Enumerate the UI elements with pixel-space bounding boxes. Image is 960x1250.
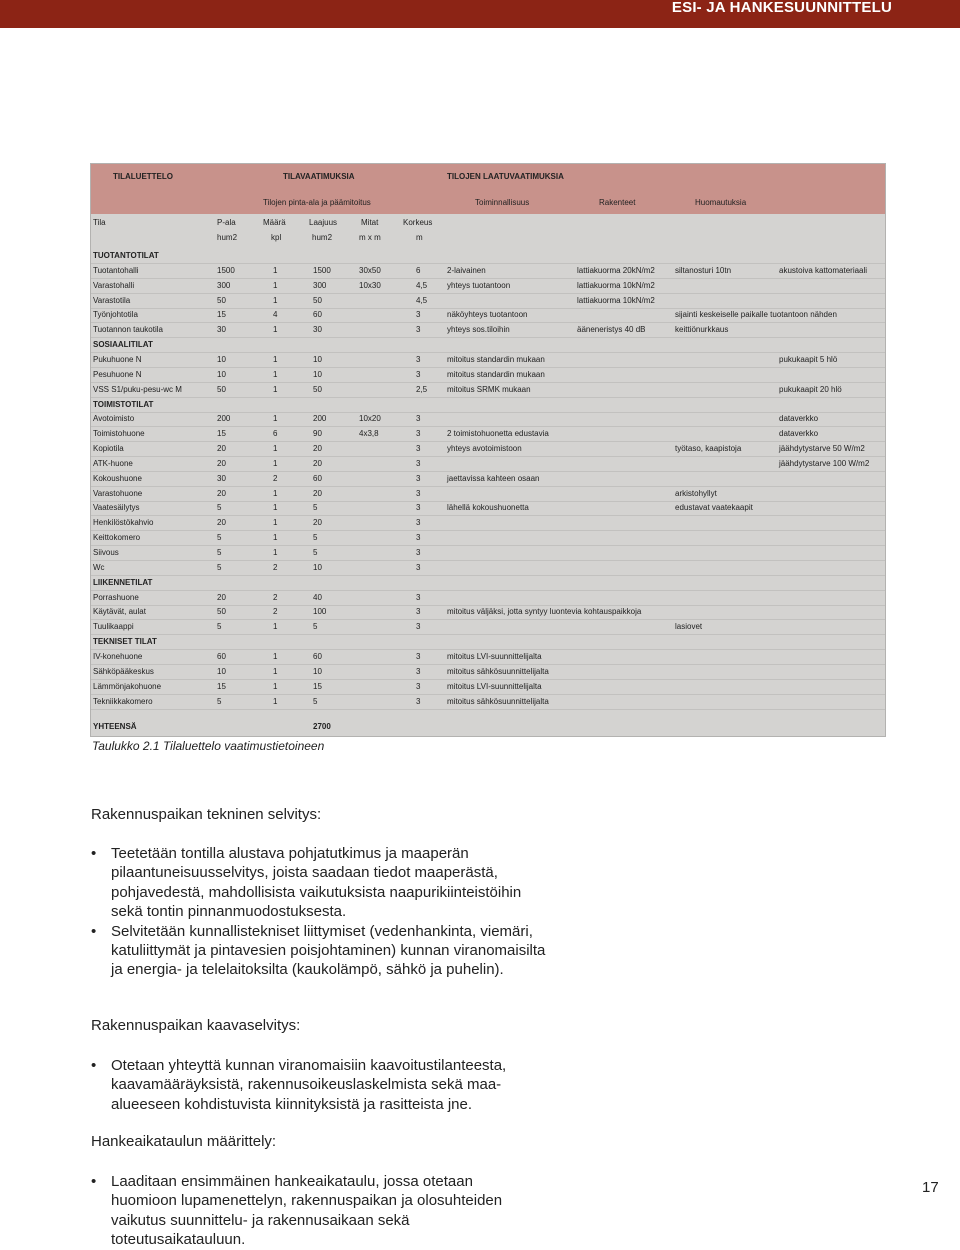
cell-laajuus: 10: [313, 354, 322, 364]
section-label: SOSIAALITILAT: [93, 340, 153, 350]
zoning-bullets: [91, 1056, 543, 1114]
space-name: Varastohuone: [93, 488, 143, 498]
cell-mitat: 10x30: [359, 280, 381, 290]
cell-pala: 10: [217, 666, 226, 676]
cell-toim: lähellä kokoushuonetta: [447, 503, 529, 513]
cell-laajuus: 20: [313, 458, 322, 468]
table-row: [91, 294, 885, 309]
cell-maara: 1: [273, 666, 278, 676]
cell-laajuus: 40: [313, 592, 322, 602]
space-name: Avotoimisto: [93, 414, 135, 424]
cell-huom: siltanosturi 10tn: [675, 265, 732, 275]
cell-pala: 60: [217, 651, 226, 661]
section-heading-technical: Rakennuspaikan tekninen selvitys:: [91, 806, 322, 823]
cell-korkeus: 3: [416, 458, 421, 468]
cell-maara: 1: [273, 295, 278, 305]
total-row: [91, 720, 885, 735]
cell-laajuus: 30: [313, 325, 322, 335]
cell-huom2: akustoiva kattomateriaali: [779, 265, 868, 275]
cell-korkeus: 2,5: [416, 384, 428, 394]
cell-laajuus: 300: [313, 280, 327, 290]
cell-maara: 1: [273, 696, 278, 706]
cell-korkeus: 3: [416, 325, 421, 335]
subheader-toiminnallisuus: Toiminnallisuus: [475, 198, 530, 207]
cell-pala: 10: [217, 369, 226, 379]
cell-laajuus: 200: [313, 414, 327, 424]
space-name: Pukuhuone N: [93, 354, 142, 364]
cell-maara: 1: [273, 622, 278, 632]
cell-laajuus: 5: [313, 533, 318, 543]
cell-huom2: pukukaapit 5 hlö: [779, 354, 838, 364]
cell-huom2: pukukaapit 20 hlö: [779, 384, 842, 394]
cell-rak: lattiakuorma 20kN/m2: [577, 265, 655, 275]
cell-pala: 5: [217, 548, 222, 557]
cell-korkeus: 3: [416, 310, 421, 320]
cell-toim: mitoitus sähkösuunnittelijalta: [447, 696, 549, 706]
cell-korkeus: 3: [416, 622, 421, 632]
cell-mitat: 30x50: [359, 265, 381, 275]
cell-laajuus: 90: [313, 429, 322, 439]
space-name: Toimistohuone: [93, 429, 145, 439]
cell-korkeus: 3: [416, 429, 421, 439]
section-label: TUOTANTOTILAT: [93, 251, 159, 260]
cell-maara: 1: [273, 681, 278, 691]
table-row: [91, 472, 885, 487]
total-value: 2700: [313, 722, 331, 731]
cell-pala: 200: [217, 414, 231, 424]
space-name: Henkilöstökahvio: [93, 518, 154, 528]
cell-laajuus: 1500: [313, 265, 331, 275]
section-heading-schedule: Hankeaikataulun määrittely:: [91, 1133, 277, 1150]
subheader-rakenteet: Rakenteet: [599, 198, 636, 207]
unit-mitat: m x m: [359, 233, 381, 242]
table-caption: Taulukko 2.1 Tilaluettelo vaatimustietoineen: [92, 739, 325, 753]
space-name: Varastotila: [93, 295, 131, 305]
space-name: ATK-huone: [93, 458, 133, 468]
space-name: Kopiotila: [93, 444, 124, 454]
cell-laajuus: 50: [313, 295, 322, 305]
cell-toim: mitoitus sähkösuunnittelijalta: [447, 666, 549, 676]
cell-korkeus: 3: [416, 369, 421, 379]
cell-laajuus: 60: [313, 651, 322, 661]
space-name: Tekniikkakomero: [93, 696, 153, 706]
table-row: [91, 323, 885, 338]
page-number: 17: [922, 1179, 939, 1196]
space-name: Vaatesäilytys: [93, 503, 140, 513]
cell-laajuus: 60: [313, 473, 322, 483]
table-row: [91, 279, 885, 294]
cell-pala: 15: [217, 310, 226, 320]
header-laatuvaatimuksia: TILOJEN LAATUVAATIMUKSIA: [447, 172, 564, 181]
cell-maara: 1: [273, 458, 278, 468]
cell-maara: 1: [273, 533, 278, 543]
unit-p-ala: hum2: [217, 233, 238, 242]
table-row: [91, 680, 885, 695]
cell-maara: 2: [273, 562, 278, 572]
cell-laajuus: 20: [313, 518, 322, 528]
cell-rak: ääneneristys 40 dB: [577, 325, 646, 335]
cell-toim: näköyhteys tuotantoon: [447, 310, 528, 320]
cell-pala: 1500: [217, 265, 235, 275]
cell-pala: 15: [217, 429, 226, 439]
cell-korkeus: 4,5: [416, 295, 428, 305]
space-name: Tuulikaappi: [93, 622, 134, 632]
schedule-bullets: [91, 1172, 516, 1250]
cell-maara: 1: [273, 280, 278, 290]
cell-pala: 20: [217, 518, 226, 528]
cell-korkeus: 3: [416, 548, 421, 557]
cell-toim: mitoitus LVI-suunnittelijalta: [447, 651, 542, 661]
cell-maara: 2: [273, 607, 278, 617]
space-name: Tuotantohalli: [93, 265, 139, 275]
cell-maara: 2: [273, 592, 278, 602]
cell-pala: 20: [217, 458, 226, 468]
cell-laajuus: 50: [313, 384, 322, 394]
cell-toim: mitoitus SRMK mukaan: [447, 384, 531, 394]
space-name: Lämmönjakohuone: [93, 681, 162, 691]
col-mitat: Mitat: [361, 218, 379, 227]
cell-korkeus: 3: [416, 444, 421, 454]
cell-laajuus: 10: [313, 562, 322, 572]
cell-pala: 30: [217, 473, 226, 483]
section-title: ESI- JA HANKESUUNNITTELU: [671, 0, 892, 16]
space-name: Siivous: [93, 548, 119, 557]
section-label: LIIKENNETILAT: [93, 577, 153, 587]
cell-maara: 1: [273, 354, 278, 364]
space-name: Pesuhuone N: [93, 369, 142, 379]
cell-maara: 1: [273, 444, 278, 454]
space-name: Sähköpääkeskus: [93, 666, 154, 676]
cell-pala: 10: [217, 354, 226, 364]
cell-pala: 5: [217, 533, 222, 543]
space-name: Kokoushuone: [93, 473, 142, 483]
cell-pala: 5: [217, 696, 222, 706]
cell-korkeus: 3: [416, 592, 421, 602]
cell-pala: 5: [217, 562, 222, 572]
space-name: Työnjohtotila: [93, 310, 138, 320]
table-row: [91, 620, 885, 635]
table-row: [91, 383, 885, 398]
total-label: YHTEENSÄ: [93, 722, 137, 731]
space-name: Varastohalli: [93, 280, 135, 290]
cell-pala: 5: [217, 622, 222, 632]
cell-pala: 30: [217, 325, 226, 335]
table-row: [91, 501, 885, 516]
space-name: VSS S1/puku-pesu-wc M: [93, 384, 182, 394]
table-row: [91, 650, 885, 665]
cell-maara: 2: [273, 473, 278, 483]
cell-toim: mitoitus standardin mukaan: [447, 369, 545, 379]
cell-korkeus: 3: [416, 681, 421, 691]
bullet-item: • Selvitetään kunnallistekniset liittymiset (vedenhankinta, viemäri, katuliittymät ja pintavesien poisjohtaminen) kunnan viranomaisilta ja energia- ja telelaitoksilta (kaukolämpö, sähkö ja puhelin).: [91, 922, 546, 980]
cell-maara: 1: [273, 265, 278, 275]
cell-maara: 1: [273, 414, 278, 424]
cell-toim: mitoitus väljäksi, jotta syntyy luontevia kohtauspaikkoja: [447, 607, 642, 617]
section-row: [91, 249, 885, 264]
space-name: Tuotannon taukotila: [93, 325, 163, 335]
table-row: [91, 487, 885, 502]
table-row: [91, 442, 885, 457]
cell-korkeus: 3: [416, 562, 421, 572]
cell-korkeus: 3: [416, 518, 421, 528]
section-row: [91, 398, 885, 413]
cell-korkeus: 3: [416, 666, 421, 676]
cell-pala: 20: [217, 444, 226, 454]
cell-huom2: jäähdytystarve 50 W/m2: [779, 444, 865, 454]
subheader-pinta-ala: Tilojen pinta-ala ja päämitoitus: [263, 198, 371, 207]
cell-korkeus: 3: [416, 651, 421, 661]
cell-korkeus: 6: [416, 265, 421, 275]
table-row: [91, 665, 885, 680]
cell-huom: lasiovet: [675, 622, 703, 632]
cell-rak: lattiakuorma 10kN/m2: [577, 295, 655, 305]
table-row: [91, 546, 885, 561]
cell-pala: 50: [217, 607, 226, 617]
cell-korkeus: 3: [416, 473, 421, 483]
cell-pala: 300: [217, 280, 231, 290]
unit-korkeus: m: [416, 233, 423, 242]
cell-toim: mitoitus LVI-suunnittelijalta: [447, 681, 542, 691]
cell-huom: keittiönurkkaus: [675, 325, 729, 335]
section-heading-zoning: Rakennuspaikan kaavaselvitys:: [91, 1017, 301, 1034]
header-tilaluettelo: TILALUETTELO: [113, 172, 173, 181]
cell-korkeus: 3: [416, 533, 421, 543]
unit-laajuus: hum2: [312, 233, 333, 242]
bullet-item: • Otetaan yhteyttä kunnan viranomaisiin kaavoitustilanteesta, kaavamääräyksistä, rakennusoikeuslaskelmista sekä maa-alueeseen kohdistuvista kiinnityksistä ja rasitteista jne.: [91, 1056, 543, 1114]
cell-toim: mitoitus standardin mukaan: [447, 354, 545, 364]
cell-pala: 50: [217, 295, 226, 305]
unit-maara: kpl: [271, 233, 282, 242]
table-row: [91, 531, 885, 546]
table-row: [91, 353, 885, 368]
section-row: [91, 576, 885, 591]
cell-laajuus: 15: [313, 681, 322, 691]
table-row: [91, 457, 885, 472]
section-row: [91, 338, 885, 353]
space-name: Käytävät, aulat: [93, 607, 146, 617]
cell-mitat: 4x3,8: [359, 429, 379, 439]
table-row: [91, 516, 885, 531]
cell-pala: 20: [217, 488, 226, 498]
cell-pala: 20: [217, 592, 226, 602]
cell-toim: 2 toimistohuonetta edustavia: [447, 429, 549, 439]
space-name: IV-konehuone: [93, 651, 143, 661]
subheader-huomautuksia: Huomautuksia: [695, 198, 747, 207]
cell-korkeus: 3: [416, 696, 421, 706]
table-row: [91, 308, 885, 323]
cell-korkeus: 4,5: [416, 280, 428, 290]
cell-huom: edustavat vaatekaapit: [675, 503, 753, 513]
table-row: [91, 561, 885, 576]
technical-bullets: [91, 844, 546, 980]
table-row: [91, 695, 885, 710]
row-divider: [91, 709, 885, 710]
cell-korkeus: 3: [416, 607, 421, 617]
cell-maara: 1: [273, 518, 278, 528]
cell-mitat: 10x20: [359, 414, 381, 424]
col-p-ala: P-ala: [217, 218, 236, 227]
cell-maara: 1: [273, 325, 278, 335]
header-tilavaatimuksia: TILAVAATIMUKSIA: [283, 172, 355, 181]
cell-laajuus: 10: [313, 666, 322, 676]
cell-laajuus: 5: [313, 696, 318, 706]
cell-huom: työtaso, kaapistoja: [675, 444, 742, 454]
table-row: [91, 264, 885, 279]
cell-maara: 1: [273, 548, 278, 557]
cell-laajuus: 100: [313, 607, 327, 617]
space-name: Wc: [93, 562, 105, 572]
cell-laajuus: 5: [313, 503, 318, 513]
cell-korkeus: 3: [416, 503, 421, 513]
section-label: TEKNISET TILAT: [93, 637, 157, 647]
cell-maara: 1: [273, 384, 278, 394]
cell-laajuus: 10: [313, 369, 322, 379]
cell-rak: lattiakuorma 10kN/m2: [577, 280, 655, 290]
table-row: [91, 412, 885, 427]
cell-laajuus: 20: [313, 444, 322, 454]
section-row: [91, 635, 885, 650]
cell-toim: yhteys tuotantoon: [447, 280, 511, 290]
cell-laajuus: 60: [313, 310, 322, 320]
cell-korkeus: 3: [416, 354, 421, 364]
bullet-item: • Teetetään tontilla alustava pohjatutkimus ja maaperän pilaantuneisuusselvitys, joista saadaan tiedot maaperästä, pohjavedestä, mahdollisista vaikutuksista naapurikiinteistöihin sekä tontin pinnanmuodostuksesta.: [91, 844, 546, 922]
col-maara: Määrä: [263, 218, 286, 227]
cell-laajuus: 20: [313, 488, 322, 498]
bullet-item: • Laaditaan ensimmäinen hankeaikataulu, jossa otetaan huomioon lupamenettelyn, rakennuspaikan ja olosuhteiden vaikutus suunnittelu- ja rakennusaikaan sekä toteutusaikatauluun.: [91, 1172, 516, 1250]
cell-huom: sijainti keskeiselle paikalle tuotantoon nähden: [675, 310, 837, 320]
cell-huom: arkistohyllyt: [675, 488, 717, 498]
col-tila: Tila: [93, 218, 106, 227]
table-row: [91, 591, 885, 606]
table-row: [91, 427, 885, 442]
cell-maara: 1: [273, 369, 278, 379]
cell-pala: 15: [217, 681, 226, 691]
cell-toim: yhteys sos.tiloihin: [447, 325, 510, 335]
cell-huom2: jäähdytystarve 100 W/m2: [779, 458, 870, 468]
space-requirements-table: [90, 163, 886, 737]
cell-maara: 1: [273, 503, 278, 513]
col-korkeus: Korkeus: [403, 218, 433, 227]
cell-maara: 1: [273, 488, 278, 498]
header-bar: [0, 0, 960, 28]
table-row: [91, 368, 885, 383]
cell-maara: 1: [273, 651, 278, 661]
cell-korkeus: 3: [416, 414, 421, 424]
cell-maara: 4: [273, 310, 278, 320]
cell-huom2: dataverkko: [779, 429, 819, 439]
col-laajuus: Laajuus: [309, 218, 338, 227]
cell-huom2: dataverkko: [779, 414, 819, 424]
section-label: TOIMISTOTILAT: [93, 399, 154, 409]
space-name: Keittokomero: [93, 533, 141, 543]
cell-pala: 50: [217, 384, 226, 394]
cell-toim: yhteys avotoimistoon: [447, 444, 522, 454]
cell-toim: 2-laivainen: [447, 265, 486, 275]
cell-laajuus: 5: [313, 622, 318, 632]
space-name: Porrashuone: [93, 592, 139, 602]
cell-toim: jaettavissa kahteen osaan: [447, 473, 540, 483]
cell-laajuus: 5: [313, 548, 318, 557]
table-row: [91, 605, 885, 620]
cell-maara: 6: [273, 429, 278, 439]
cell-korkeus: 3: [416, 488, 421, 498]
cell-pala: 5: [217, 503, 222, 513]
